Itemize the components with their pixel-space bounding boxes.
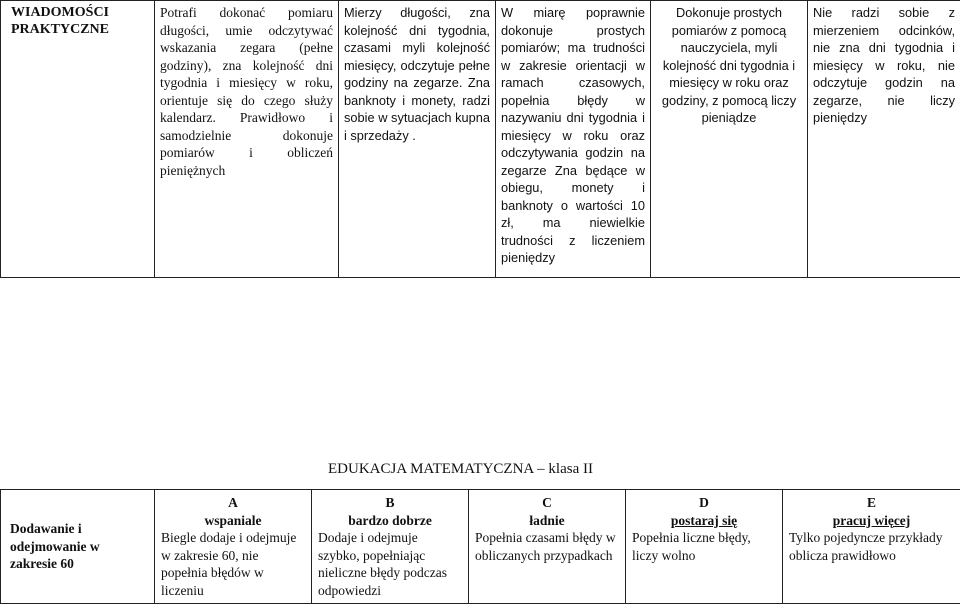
table-row	[1, 490, 960, 604]
row-label-practical-knowledge: WIADOMOŚCI PRAKTYCZNE	[1, 1, 155, 278]
grade-header-e	[789, 494, 954, 529]
grade-word: ładnie	[475, 512, 619, 530]
grade-word: wspaniale	[161, 512, 305, 530]
grade-letter: C	[475, 494, 619, 512]
grade-letter: E	[789, 494, 954, 512]
grade-description: Biegle dodaje i odejmuje w zakresie 60, nie popełnia błędów w liczeniu	[161, 529, 305, 599]
grade-description: Dodaje i odejmuje szybko, popełniając nieliczne błędy podczas odpowiedzi	[318, 529, 462, 599]
math-grading-table	[0, 489, 960, 604]
grade-description: Popełnia liczne błędy, liczy wolno	[632, 529, 776, 564]
grade-header-a	[161, 494, 305, 529]
grade-cell-d	[626, 490, 783, 604]
grade-letter: B	[318, 494, 462, 512]
row-label-addition-subtraction: Dodawanie i odejmowanie w zakresie 60	[1, 490, 155, 604]
grade-header-c	[475, 494, 619, 529]
criteria-cell-c: W miarę poprawnie dokonuje prostych pomiarów; ma trudności w zakresie orientacji w ramach czasowych, popełnia błędy w nazywaniu dni tygodnia i miesięcy w roku oraz odczytywania godzin na zegarze Zna będące w obiegu, monety i banknoty o wartości 10 zł, ma niewielkie trudności z liczeniem pieniędzy	[496, 1, 651, 278]
grade-cell-a	[155, 490, 312, 604]
section-title: EDUKACJA MATEMATYCZNA – klasa II	[328, 461, 593, 478]
grade-header-d	[632, 494, 776, 529]
grade-letter: D	[632, 494, 776, 512]
criteria-cell-e: Nie radzi sobie z mierzeniem odcinków, nie zna dni tygodnia i miesięcy w roku, nie odczytuje godzin na zegarze, nie liczy pieniędzy	[808, 1, 960, 278]
grade-letter: A	[161, 494, 305, 512]
criteria-cell-d: Dokonuje prostych pomiarów z pomocą nauczyciela, myli kolejność dni tygodnia i miesięcy w roku oraz godziny, z pomocą liczy pieniądze	[651, 1, 808, 278]
grade-cell-c	[469, 490, 626, 604]
criteria-cell-a: Potrafi dokonać pomiaru długości, umie odczytywać wskazania zegara (pełne godziny), zna kolejność dni tygodnia i miesięcy w roku, orientuje się do czego służy kalendarz. Prawidłowo i samodzielnie dokonuje pomiarów i obliczeń pieniężnych	[155, 1, 339, 278]
grade-header-b	[318, 494, 462, 529]
grade-word: bardzo dobrze	[318, 512, 462, 530]
practical-knowledge-table	[0, 0, 960, 278]
grade-cell-b	[312, 490, 469, 604]
table-row	[1, 1, 960, 278]
grade-word: pracuj więcej	[789, 512, 954, 530]
grade-cell-e	[783, 490, 960, 604]
grade-word: postaraj się	[632, 512, 776, 530]
grade-description: Popełnia czasami błędy w obliczanych przypadkach	[475, 529, 619, 564]
criteria-cell-b: Mierzy długości, zna kolejność dni tygodnia, czasami myli kolejność miesięcy, odczytuje pełne godziny na zegarze. Zna banknoty i monety, radzi sobie w sytuacjach kupna i sprzedaży .	[339, 1, 496, 278]
grade-description: Tylko pojedyncze przykłady oblicza prawidłowo	[789, 529, 954, 564]
